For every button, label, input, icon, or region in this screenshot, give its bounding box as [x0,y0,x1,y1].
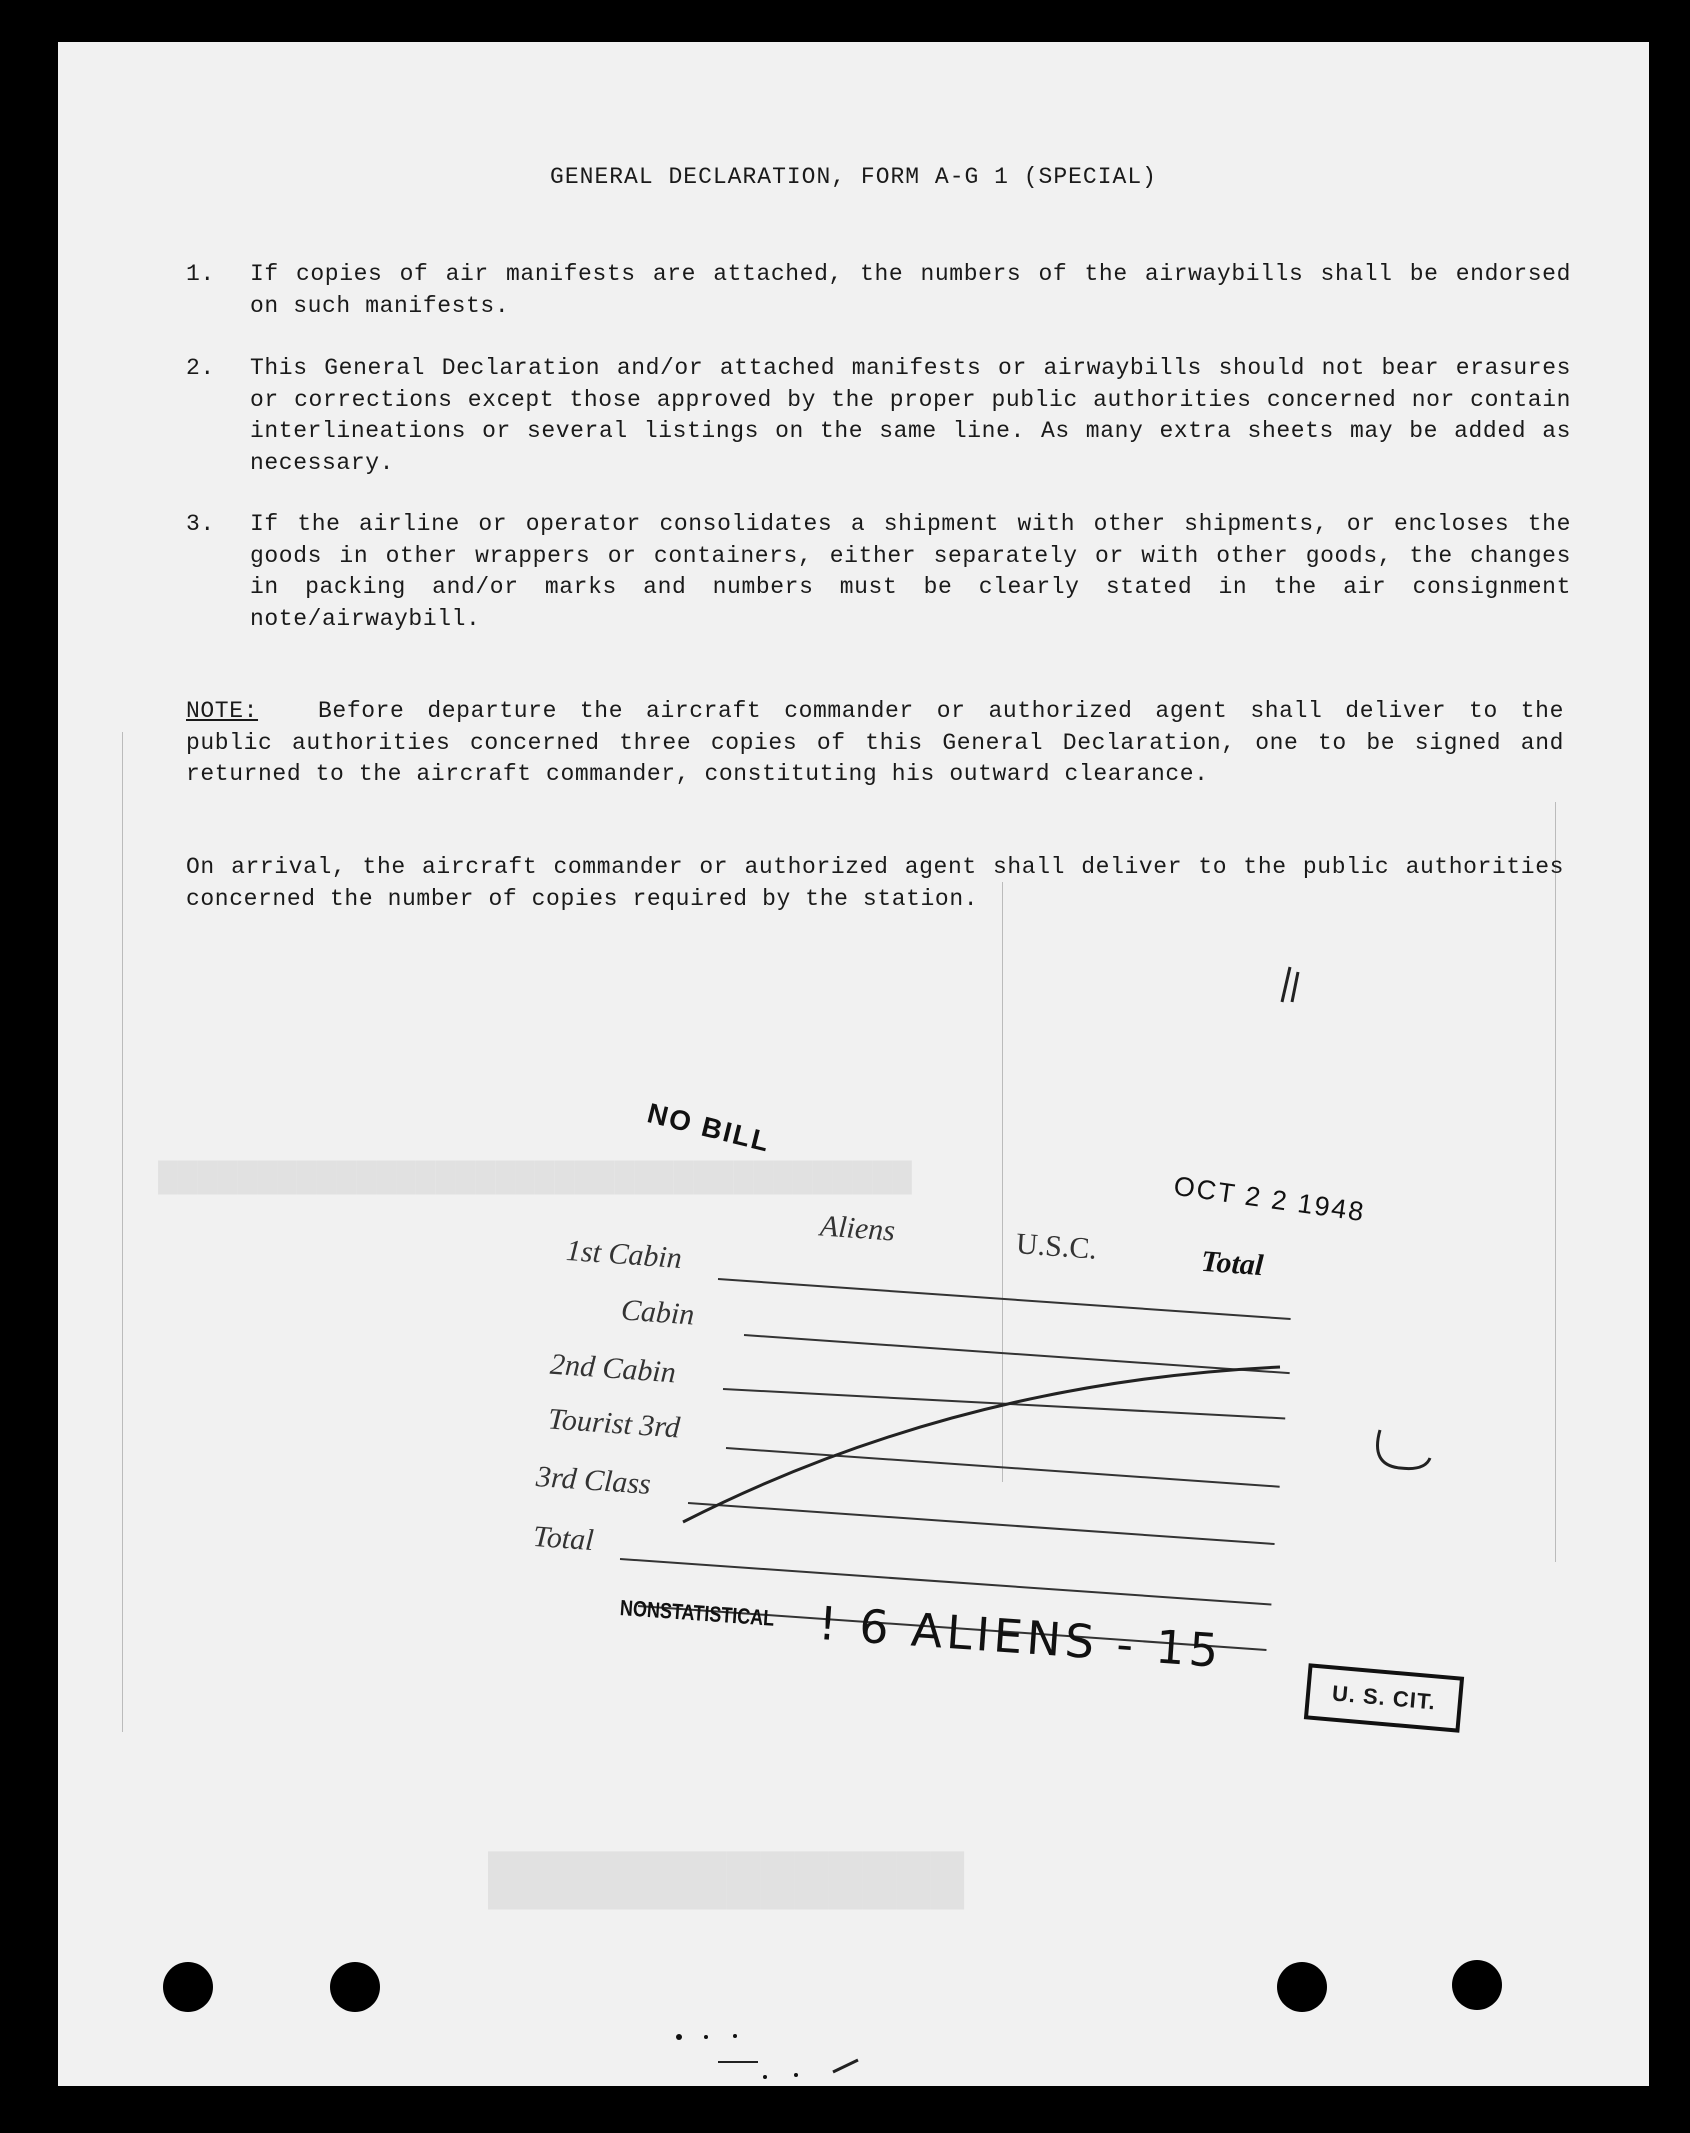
row-2nd-cabin: 2nd Cabin [549,1347,677,1390]
row-1st-cabin: 1st Cabin [565,1234,683,1276]
strike-line [58,42,1649,1642]
handwritten-alien-count: ! 6 ALIENS - 15 [816,1595,1225,1679]
row-total: Total [531,1519,595,1558]
row-cabin: Cabin [619,1293,696,1332]
bleed-through-text: ██████████████ [488,1853,965,1906]
item-number: 3. [186,511,215,537]
document-page [58,42,1649,2086]
page-title: GENERAL DECLARATION, FORM A-G 1 (SPECIAL) [550,164,1157,190]
nonstatistical-stamp: NONSTATISTICAL [619,1595,776,1631]
item-text: If the airline or operator consolidates a shipment with other shipments, or encloses the goods in other wrappers or containers, either separately or with other goods, the changes in packing and/or marks and numbers must be clearly stated in the air consignment note/airwaybill. [250,511,1571,632]
scan-specks [58,1942,1649,2082]
item-number: 2. [186,355,215,381]
row-3rd-class: 3rd Class [535,1460,652,1501]
column-usc: U.S.C. [1014,1227,1098,1266]
note-text: Before departure the aircraft commander or authorized agent shall deliver to the public authorities concerned three copies of this General Declaration, one to be signed and returned to the aircraft commander, constituting his outward clearance. [186,698,1564,787]
item-number: 1. [186,261,215,287]
row-tourist-3rd: Tourist 3rd [547,1402,682,1445]
column-total: Total [1199,1244,1265,1283]
us-citizen-stamp: U. S. CIT. [1304,1663,1464,1732]
note-label: NOTE: [186,698,259,724]
date-stamp: OCT 2 2 1948 [1171,1170,1368,1228]
bleed-through-text: ██████████████████████████████████████ [158,1162,912,1193]
column-aliens: Aliens [818,1209,897,1248]
item-text: If copies of air manifests are attached, the numbers of the airwaybills shall be endorsed on such manifests. [250,261,1571,319]
item-text: This General Declaration and/or attached manifests or airwaybills should not bear erasures or corrections except those approved by the proper public authorities concerned nor contain interlineations or several listings on the same line. As many extra sheets may be added as necessary. [250,355,1571,476]
arrival-paragraph: On arrival, the aircraft commander or authorized agent shall deliver to the public authorities concerned the number of copies required by the station. [186,854,1564,912]
no-bill-stamp: NO BILL [644,1097,774,1158]
